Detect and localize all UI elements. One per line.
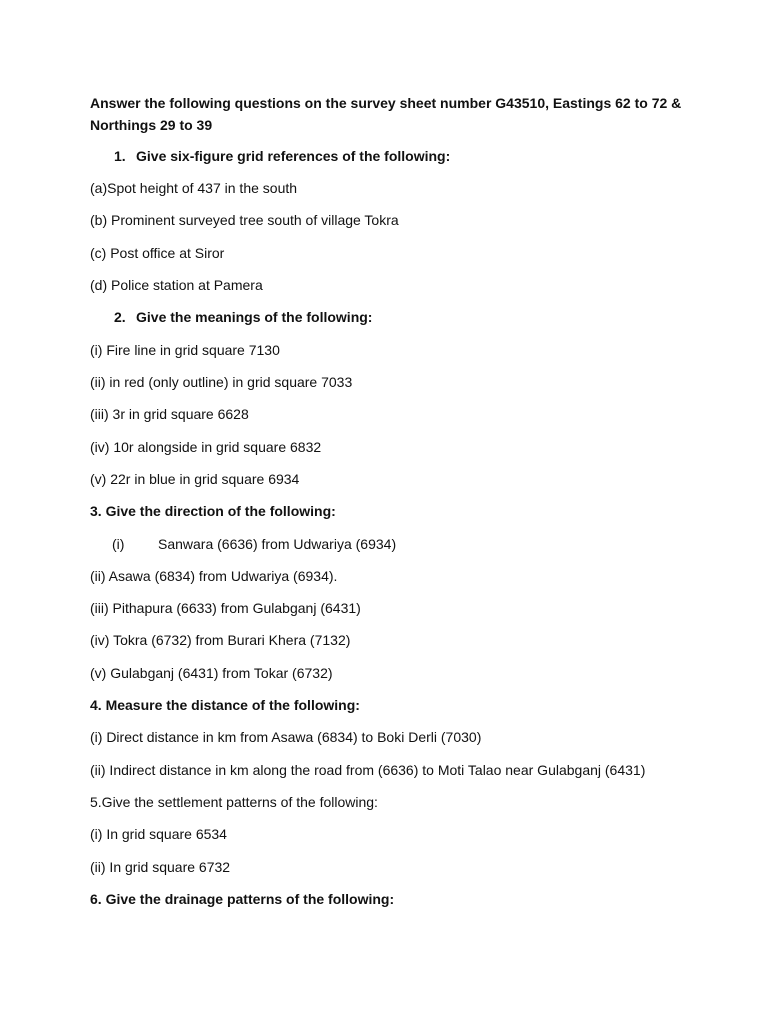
- question-3-item-iv: (iv) Tokra (6732) from Burari Khera (7132): [90, 632, 351, 648]
- question-1-item-d: (d) Police station at Pamera: [90, 277, 263, 293]
- question-3-item-i: [112, 534, 396, 554]
- question-1-item-c: (c) Post office at Siror: [90, 245, 225, 261]
- question-4-item-ii: (ii) Indirect distance in km along the road from (6636) to Moti Talao near Gulabganj (6431): [90, 762, 646, 778]
- question-5-item-i: (i) In grid square 6534: [90, 826, 227, 842]
- question-2-item-i: (i) Fire line in grid square 7130: [90, 342, 280, 358]
- question-1-item-b: (b) Prominent surveyed tree south of village Tokra: [90, 212, 399, 228]
- question-2-number: 2.: [114, 309, 126, 325]
- intro-paragraph: Answer the following questions on the survey sheet number G43510, Eastings 62 to 72 & Northings 29 to 39: [90, 95, 682, 133]
- question-1-number: 1.: [114, 148, 126, 164]
- question-3-item-i-text: Sanwara (6636) from Udwariya (6934): [158, 536, 397, 552]
- question-1-item-a: (a)Spot height of 437 in the south: [90, 180, 298, 196]
- question-2-item-iii: (iii) 3r in grid square 6628: [90, 406, 249, 422]
- question-3-item-v: (v) Gulabganj (6431) from Tokar (6732): [90, 665, 333, 681]
- question-2-text: Give the meanings of the following:: [136, 309, 373, 325]
- question-1-text: Give six-figure grid references of the following:: [136, 148, 451, 164]
- question-4-heading: 4. Measure the distance of the following:: [90, 697, 360, 713]
- question-6-heading: 6. Give the drainage patterns of the following:: [90, 891, 395, 907]
- question-2-item-ii: (ii) in red (only outline) in grid square 7033: [90, 374, 353, 390]
- question-5-heading: 5.Give the settlement patterns of the following:: [90, 794, 378, 810]
- question-3-item-i-number: (i): [112, 536, 125, 552]
- question-2-heading: [114, 307, 372, 327]
- question-2-item-v: (v) 22r in blue in grid square 6934: [90, 471, 300, 487]
- question-2-item-iv: (iv) 10r alongside in grid square 6832: [90, 439, 322, 455]
- question-4-item-i: (i) Direct distance in km from Asawa (6834) to Boki Derli (7030): [90, 729, 482, 745]
- question-3-item-iii: (iii) Pithapura (6633) from Gulabganj (6431): [90, 600, 361, 616]
- question-5-item-ii: (ii) In grid square 6732: [90, 859, 231, 875]
- question-3-heading: 3. Give the direction of the following:: [90, 503, 336, 519]
- question-3-item-ii: (ii) Asawa (6834) from Udwariya (6934).: [90, 568, 338, 584]
- question-1-heading: [114, 146, 450, 166]
